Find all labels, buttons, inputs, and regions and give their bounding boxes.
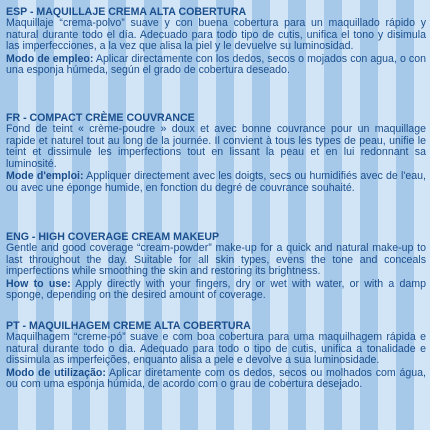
section-spanish bbox=[6, 6, 426, 77]
usage-label: Modo de utilização: bbox=[6, 366, 106, 379]
section-heading: ESP - MAQUILLAJE CREMA ALTA COBERTURA bbox=[6, 6, 247, 18]
section-description: Maquilhagem “creme-pó” suave e com boa cobertura para uma maquilhagem rápida e natural durante todo o dia. Adequado para todo o tipo de cutis, unifica a tonalidade e dissimula as imperfeições, enquanto alisa a pele e devolve a sua luminosidade. bbox=[6, 331, 426, 367]
section-heading: ENG - HIGH COVERAGE CREAM MAKEUP bbox=[6, 231, 220, 243]
section-heading: PT - MAQUILHAGEM CREME ALTA COBERTURA bbox=[6, 320, 251, 332]
section-description: Maquillaje “crema-polvo” suave y con buena cobertura para un maquillado rápido y natural durante todo el día. Adecuado para todo tipo de cutis, unifica el tono y disimula las imperfecciones, a la vez que alisa la piel y le devuelve su luminosidad. bbox=[6, 17, 426, 53]
usage-label: Mode d'emploi: bbox=[6, 170, 84, 183]
section-heading: FR - COMPACT CRÈME COUVRANCE bbox=[6, 112, 195, 124]
usage-paragraph bbox=[6, 171, 426, 194]
usage-text: Apply directly with your fingers, dry or wet with water, or with a damp sponge, depending on the desired amount of coverage. bbox=[6, 277, 426, 302]
usage-paragraph bbox=[6, 279, 426, 302]
section-french bbox=[6, 112, 426, 195]
usage-label: Modo de empleo: bbox=[6, 52, 94, 65]
usage-label: How to use: bbox=[6, 277, 71, 290]
usage-text: Aplicar directamente con los dedos, secos o mojados con agua, o con una esponja húmeda, según el grado de cobertura deseado. bbox=[6, 52, 426, 77]
usage-paragraph bbox=[6, 368, 426, 391]
section-portuguese bbox=[6, 320, 426, 391]
section-description: Gentle and good coverage “cream-powder” make-up for a quick and natural make-up to last throughout the day. Suitable for all skin types, evens the tone and conceals imperfections while smoothing the skin and restoring its brightness. bbox=[6, 242, 426, 278]
section-english bbox=[6, 231, 426, 302]
usage-text: Aplicar diretamente com os dedos, secos ou molhados com água, ou com uma esponja húmida, de acordo com o grau de cobertura desejado. bbox=[6, 366, 426, 391]
section-description: Fond de teint « crème-poudre » doux et avec bonne couvrance pour un maquillage rapide et naturel tout au long de la journée. Il convient à tous les types de peau, unifie le teint et dissimule les imperfections tout en lissant la peau et en lui redonnant sa luminosité. bbox=[6, 123, 426, 170]
usage-text: Appliquer directement avec les doigts, secs ou humidifiés avec de l'eau, ou avec une éponge humide, en fonction du degré de couvrance souhaité. bbox=[6, 170, 426, 194]
usage-paragraph bbox=[6, 54, 426, 77]
